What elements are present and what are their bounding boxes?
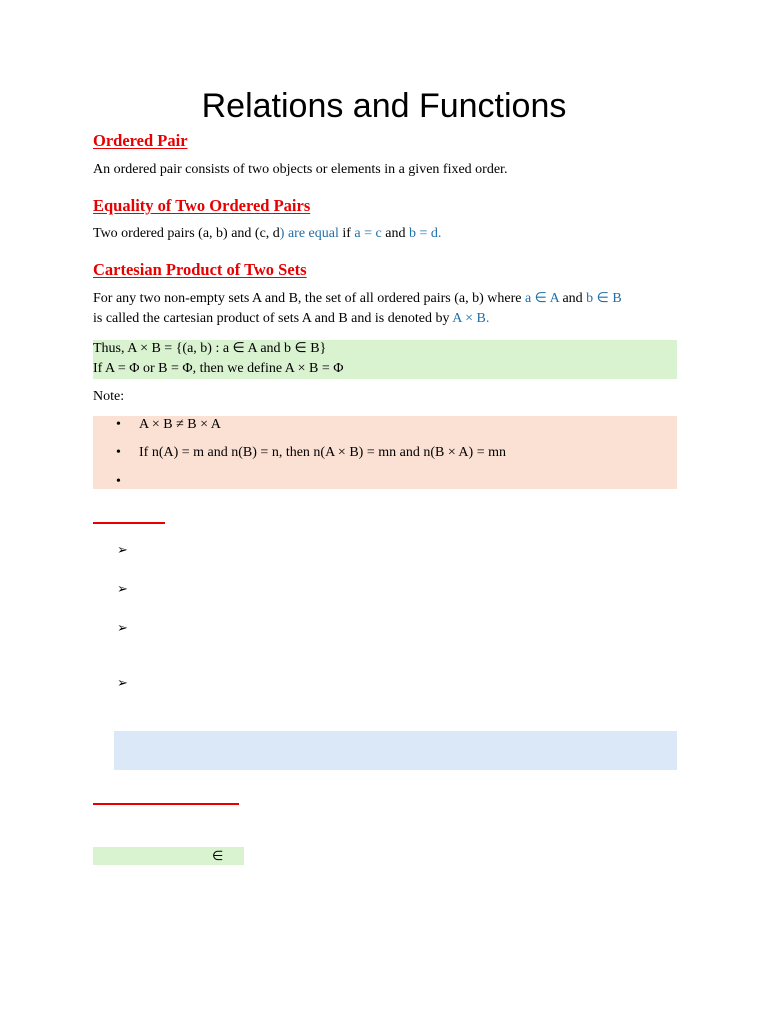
arrow-bullet-icon: ➢: [117, 620, 128, 635]
note-text: A × B ≠ B × A: [139, 417, 221, 432]
equality-text-part: and: [381, 226, 409, 241]
equality-text-part: ) are equal: [279, 226, 339, 241]
note-item: [116, 443, 506, 463]
equality-text: [93, 224, 678, 244]
equality-text-part: a = c: [354, 226, 382, 241]
cartesian-definition: [93, 289, 678, 329]
arrow-bullet-icon: ➢: [117, 675, 128, 690]
formula-line-1: Thus, A × B = {(a, b) : a ∈ A and b ∈ B}: [93, 341, 327, 356]
equality-text-part: .: [437, 226, 442, 241]
text-part: and: [558, 291, 587, 306]
empty-heading-underline: [93, 522, 165, 524]
heading-ordered-pair: Ordered Pair: [93, 131, 188, 150]
cartesian-line-2: [93, 309, 678, 329]
equality-text-part: Two ordered pairs (a, b) and (c, d: [93, 226, 280, 241]
note-text: If n(A) = m and n(B) = n, then n(A × B) = mn and n(B × A) = mn: [139, 445, 506, 460]
note-item: [116, 472, 139, 492]
cartesian-line-1: [93, 289, 678, 309]
page-title: Relations and Functions: [201, 87, 567, 125]
cartesian-formula: [93, 339, 678, 379]
text-part: a ∈ A: [524, 291, 559, 306]
text-part: .: [485, 311, 490, 326]
heading-cartesian-product: Cartesian Product of Two Sets: [93, 260, 307, 279]
bullet-icon: •: [116, 474, 121, 489]
note-item: [116, 415, 221, 435]
text-part: is called the cartesian product of sets A and B and is denoted by: [93, 311, 453, 326]
element-of-symbol: ∈: [212, 848, 224, 863]
text-part: b ∈ B: [586, 291, 622, 306]
equality-text-part: b = d: [408, 226, 438, 241]
note-label: Note:: [93, 389, 125, 404]
equality-text-part: if: [338, 226, 355, 241]
heading-equality: Equality of Two Ordered Pairs: [93, 196, 311, 215]
text-part: For any two non-empty sets A and B, the set of all ordered pairs (a, b) where: [93, 291, 525, 306]
arrow-bullet-icon: ➢: [117, 542, 128, 557]
empty-heading-underline: [93, 803, 239, 805]
bullet-icon: •: [116, 417, 121, 432]
formula-line-2: If A = Φ or B = Φ, then we define A × B = Φ: [93, 361, 344, 376]
ordered-pair-text: An ordered pair consists of two objects or elements in a given fixed order.: [93, 162, 508, 177]
arrow-bullet-icon: ➢: [117, 581, 128, 596]
bullet-icon: •: [116, 445, 121, 460]
text-part: A × B: [452, 311, 486, 326]
highlight-box-blue: [114, 731, 677, 770]
